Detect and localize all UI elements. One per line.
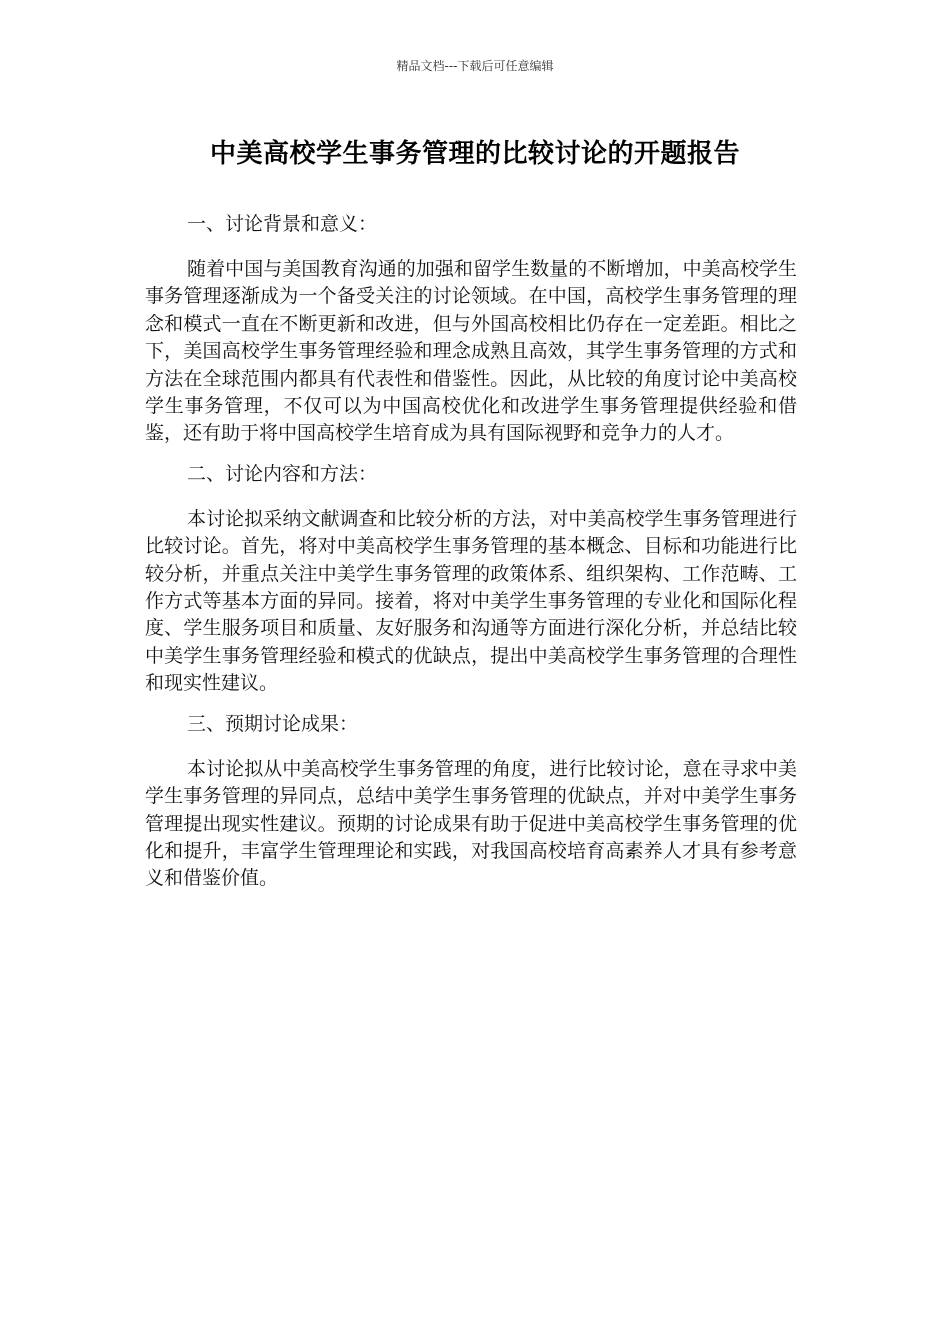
section-heading: 二、讨论内容和方法： (187, 462, 378, 485)
document-title: 中美高校学生事务管理的比较讨论的开题报告 (209, 139, 740, 169)
section-paragraph: 本讨论拟从中美高校学生事务管理的角度，进行比较讨论，意在寻求中美学生事务管理的异同点，总结中美学生事务管理的优缺点，并对中美学生事务管理提出现实性建议。预期的讨论成果有助于促进中美高校学生事务管理的优化和提升，丰富学生管理理论和实践，对我国高校培育高素养人才具有参考意义和借鉴价值。 (145, 757, 797, 890)
section-paragraph: 随着中国与美国教育沟通的加强和留学生数量的不断增加，中美高校学生事务管理逐渐成为一个备受关注的讨论领域。在中国，高校学生事务管理的理念和模式一直在不断更新和改进，但与外国高校相比仍存在一定差距。相比之下，美国高校学生事务管理经验和理念成熟且高效，其学生事务管理的方式和方法在全球范围内都具有代表性和借鉴性。因此，从比较的角度讨论中美高校学生事务管理，不仅可以为中国高校优化和改进学生事务管理提供经验和借鉴，还有助于将中国高校学生培育成为具有国际视野和竞争力的人才。 (145, 258, 797, 445)
section-expected-results (145, 710, 797, 893)
section-heading: 三、预期讨论成果： (187, 712, 359, 735)
section-background (145, 210, 797, 448)
section-paragraph: 本讨论拟采纳文献调查和比较分析的方法，对中美高校学生事务管理进行比较讨论。首先，将对中美高校学生事务管理的基本概念、目标和功能进行比较分析，并重点关注中美学生事务管理的政策体系、组织架构、工作范畴、工作方式等基本方面的异同。接着，将对中美学生事务管理的专业化和国际化程度、学生服务项目和质量、友好服务和沟通等方面进行深化分析，并总结比较中美学生事务管理经验和模式的优缺点，提出中美高校学生事务管理的合理性和现实性建议。 (145, 507, 797, 695)
document-body (145, 210, 797, 905)
header-note: 精品文档---下载后可任意编辑 (396, 59, 554, 73)
section-heading: 一、讨论背景和意义： (187, 213, 378, 235)
section-content-methods (145, 460, 797, 698)
